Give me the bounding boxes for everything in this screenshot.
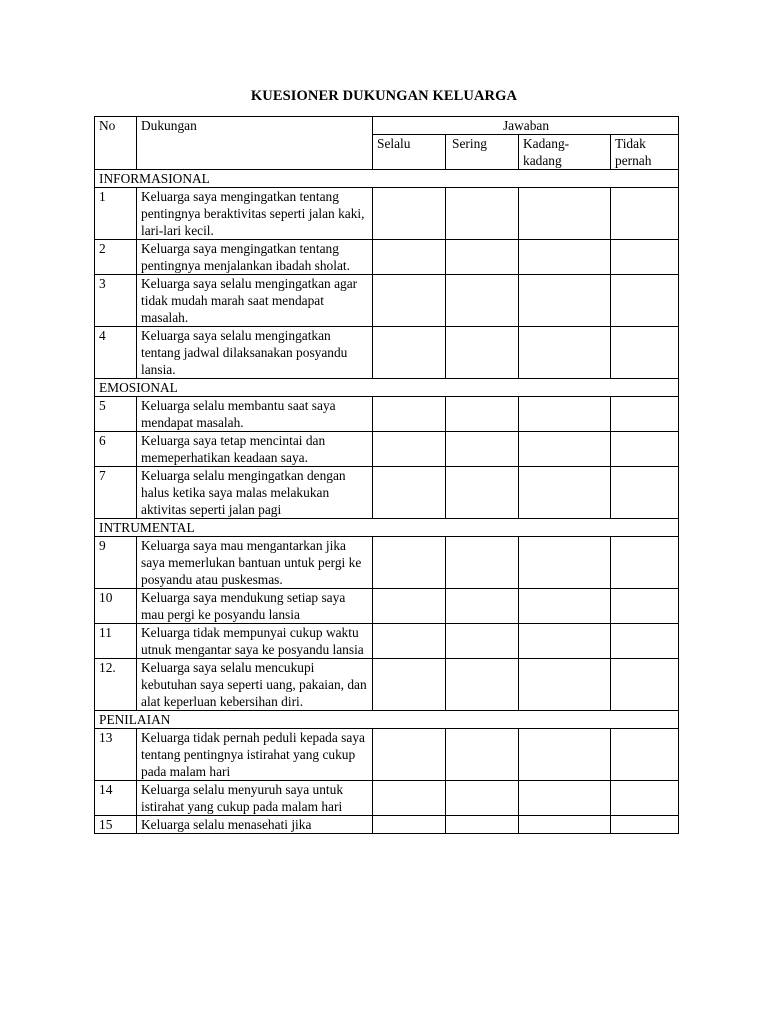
question-text: Keluarga saya selalu mencukupi kebutuhan saya seperti uang, pakaian, dan alat keperluan kebersihan diri. [137, 659, 373, 711]
question-row [95, 397, 679, 432]
header-option-kadang: Kadang- kadang [519, 135, 611, 170]
question-text: Keluarga tidak mempunyai cukup waktu utnuk mengantar saya ke posyandu lansia [137, 624, 373, 659]
answer-cell-kadang[interactable] [519, 659, 611, 711]
answer-cell-sering[interactable] [446, 327, 519, 379]
answer-cell-sering[interactable] [446, 188, 519, 240]
question-number: 13 [95, 729, 137, 781]
answer-cell-tidak-pernah[interactable] [611, 781, 679, 816]
answer-cell-kadang[interactable] [519, 327, 611, 379]
question-text: Keluarga selalu menasehati jika [137, 816, 373, 834]
question-row [95, 188, 679, 240]
question-number: 10 [95, 589, 137, 624]
section-title: EMOSIONAL [95, 379, 679, 397]
answer-cell-tidak-pernah[interactable] [611, 240, 679, 275]
question-row [95, 432, 679, 467]
header-row [95, 117, 679, 135]
question-number: 1 [95, 188, 137, 240]
question-row [95, 816, 679, 834]
section-row [95, 711, 679, 729]
question-number: 11 [95, 624, 137, 659]
answer-cell-kadang[interactable] [519, 467, 611, 519]
question-number: 4 [95, 327, 137, 379]
question-row [95, 275, 679, 327]
question-text: Keluarga saya mau mengantarkan jika saya memerlukan bantuan untuk pergi ke posyandu atau puskesmas. [137, 537, 373, 589]
questionnaire-table [94, 116, 679, 834]
question-row [95, 781, 679, 816]
answer-cell-sering[interactable] [446, 729, 519, 781]
answer-cell-tidak-pernah[interactable] [611, 816, 679, 834]
questionnaire-body [95, 117, 679, 834]
answer-cell-selalu[interactable] [373, 240, 446, 275]
answer-cell-sering[interactable] [446, 589, 519, 624]
header-option-selalu: Selalu [373, 135, 446, 170]
answer-cell-selalu[interactable] [373, 816, 446, 834]
answer-cell-sering[interactable] [446, 397, 519, 432]
question-text: Keluarga tidak pernah peduli kepada saya tentang pentingnya istirahat yang cukup pada malam hari [137, 729, 373, 781]
header-option-tidak-pernah: Tidak pernah [611, 135, 679, 170]
answer-cell-tidak-pernah[interactable] [611, 432, 679, 467]
section-title: INTRUMENTAL [95, 519, 679, 537]
answer-cell-tidak-pernah[interactable] [611, 589, 679, 624]
question-row [95, 659, 679, 711]
question-row [95, 729, 679, 781]
answer-cell-kadang[interactable] [519, 624, 611, 659]
question-row [95, 240, 679, 275]
answer-cell-kadang[interactable] [519, 240, 611, 275]
answer-cell-kadang[interactable] [519, 816, 611, 834]
answer-cell-sering[interactable] [446, 624, 519, 659]
header-no: No [95, 117, 137, 170]
answer-cell-sering[interactable] [446, 240, 519, 275]
answer-cell-selalu[interactable] [373, 781, 446, 816]
question-row [95, 589, 679, 624]
answer-cell-selalu[interactable] [373, 327, 446, 379]
header-dukungan: Dukungan [137, 117, 373, 170]
answer-cell-selalu[interactable] [373, 624, 446, 659]
answer-cell-tidak-pernah[interactable] [611, 397, 679, 432]
question-number: 3 [95, 275, 137, 327]
section-title: PENILAIAN [95, 711, 679, 729]
answer-cell-kadang[interactable] [519, 188, 611, 240]
answer-cell-sering[interactable] [446, 816, 519, 834]
question-text: Keluarga selalu menyuruh saya untuk istirahat yang cukup pada malam hari [137, 781, 373, 816]
answer-cell-kadang[interactable] [519, 781, 611, 816]
question-text: Keluarga selalu mengingatkan dengan halus ketika saya malas melakukan aktivitas seperti jalan pagi [137, 467, 373, 519]
answer-cell-selalu[interactable] [373, 432, 446, 467]
question-row [95, 624, 679, 659]
question-text: Keluarga saya selalu mengingatkan tentang jadwal dilaksanakan posyandu lansia. [137, 327, 373, 379]
question-number: 2 [95, 240, 137, 275]
answer-cell-sering[interactable] [446, 659, 519, 711]
question-row [95, 537, 679, 589]
question-row [95, 327, 679, 379]
question-text: Keluarga saya mengingatkan tentang pentingnya menjalankan ibadah sholat. [137, 240, 373, 275]
answer-cell-tidak-pernah[interactable] [611, 327, 679, 379]
answer-cell-kadang[interactable] [519, 729, 611, 781]
answer-cell-selalu[interactable] [373, 729, 446, 781]
question-text: Keluarga saya mengingatkan tentang pentingnya beraktivitas seperti jalan kaki, lari-lari kecil. [137, 188, 373, 240]
answer-cell-sering[interactable] [446, 432, 519, 467]
question-number: 15 [95, 816, 137, 834]
answer-cell-sering[interactable] [446, 781, 519, 816]
question-text: Keluarga saya mendukung setiap saya mau pergi ke posyandu lansia [137, 589, 373, 624]
answer-cell-tidak-pernah[interactable] [611, 275, 679, 327]
answer-cell-sering[interactable] [446, 467, 519, 519]
answer-cell-selalu[interactable] [373, 467, 446, 519]
answer-cell-selalu[interactable] [373, 537, 446, 589]
answer-cell-tidak-pernah[interactable] [611, 659, 679, 711]
question-number: 5 [95, 397, 137, 432]
section-title: INFORMASIONAL [95, 170, 679, 188]
answer-cell-tidak-pernah[interactable] [611, 188, 679, 240]
section-row [95, 170, 679, 188]
section-row [95, 379, 679, 397]
answer-cell-tidak-pernah[interactable] [611, 467, 679, 519]
answer-cell-kadang[interactable] [519, 432, 611, 467]
question-text: Keluarga saya selalu mengingatkan agar tidak mudah marah saat mendapat masalah. [137, 275, 373, 327]
answer-cell-tidak-pernah[interactable] [611, 624, 679, 659]
answer-cell-sering[interactable] [446, 537, 519, 589]
answer-cell-selalu[interactable] [373, 659, 446, 711]
question-number: 6 [95, 432, 137, 467]
answer-cell-kadang[interactable] [519, 589, 611, 624]
section-row [95, 519, 679, 537]
answer-cell-selalu[interactable] [373, 188, 446, 240]
question-number: 7 [95, 467, 137, 519]
question-text: Keluarga selalu membantu saat saya mendapat masalah. [137, 397, 373, 432]
answer-cell-sering[interactable] [446, 275, 519, 327]
header-option-sering: Sering [446, 135, 519, 170]
answer-cell-selalu[interactable] [373, 275, 446, 327]
answer-cell-selalu[interactable] [373, 589, 446, 624]
answer-cell-kadang[interactable] [519, 397, 611, 432]
answer-cell-kadang[interactable] [519, 537, 611, 589]
question-text: Keluarga saya tetap mencintai dan memeperhatikan keadaan saya. [137, 432, 373, 467]
header-jawaban: Jawaban [373, 117, 679, 135]
question-number: 14 [95, 781, 137, 816]
question-number: 9 [95, 537, 137, 589]
question-number: 12. [95, 659, 137, 711]
answer-cell-tidak-pernah[interactable] [611, 537, 679, 589]
answer-cell-tidak-pernah[interactable] [611, 729, 679, 781]
answer-cell-selalu[interactable] [373, 397, 446, 432]
answer-cell-kadang[interactable] [519, 275, 611, 327]
question-row [95, 467, 679, 519]
document-title: KUESIONER DUKUNGAN KELUARGA [250, 88, 518, 104]
